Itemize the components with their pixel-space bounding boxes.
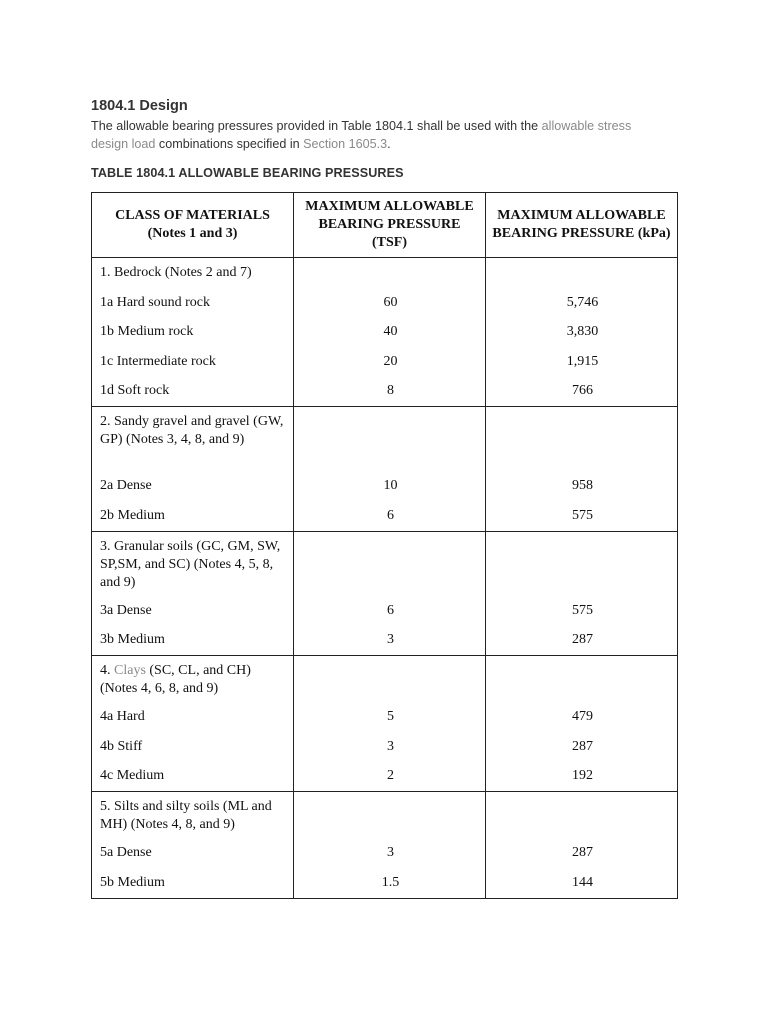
kpa-cell	[486, 792, 678, 899]
clays-link[interactable]: Clays	[114, 663, 146, 678]
spacer	[494, 264, 671, 294]
spacer	[302, 413, 479, 477]
material-label: 1b Medium rock	[100, 324, 194, 339]
section-1605-3-link[interactable]: Section 1605.3	[303, 137, 388, 151]
material-cell	[92, 258, 294, 407]
tsf-cell	[294, 258, 486, 407]
header-class-of-materials: CLASS OF MATERIALS (Notes 1 and 3)	[92, 193, 294, 258]
group-heading: 1. Bedrock (Notes 2 and 7)	[100, 265, 252, 280]
tsf-value: 1.5	[381, 874, 400, 890]
group-heading: 2. Sandy gravel and gravel (GW, GP) (Notes 3, 4, 8, and 9)	[100, 414, 284, 447]
material-label: 1c Intermediate rock	[100, 353, 216, 369]
material-label: 1a Hard sound rock	[100, 294, 211, 310]
kpa-value: 479	[572, 709, 593, 724]
table-title: TABLE 1804.1 ALLOWABLE BEARING PRESSURES	[91, 166, 404, 180]
kpa-value: 287	[572, 738, 593, 754]
material-cell	[92, 792, 294, 899]
section-title: 1804.1 Design	[91, 98, 188, 114]
allowable-stress-link[interactable]: allowable stress design load	[91, 119, 632, 151]
kpa-cell	[486, 656, 678, 792]
heading-prefix: 4.	[100, 663, 114, 678]
material-cell	[92, 407, 294, 532]
kpa-value: 3,830	[566, 324, 599, 339]
tsf-cell	[294, 792, 486, 899]
material-label: 3a Dense	[100, 602, 152, 618]
table-row-group-clays	[92, 656, 678, 792]
document-body	[91, 98, 681, 180]
tsf-value: 20	[383, 353, 398, 369]
bearing-pressure-table	[91, 192, 678, 899]
kpa-value: 575	[572, 602, 593, 618]
spacer	[302, 264, 479, 294]
group-heading: 3. Granular soils (GC, GM, SW, SP,SM, and SC) (Notes 4, 5, 8, and 9)	[100, 538, 281, 590]
kpa-cell	[486, 531, 678, 656]
group-heading	[100, 662, 287, 708]
tsf-value: 8	[387, 383, 394, 398]
section-intro	[91, 117, 671, 153]
tsf-value: 6	[387, 602, 394, 618]
table-row-group-silts	[92, 792, 678, 899]
table-row-group-sandy-gravel	[92, 407, 678, 532]
intro-text: combinations specified in	[155, 137, 304, 151]
kpa-cell	[486, 407, 678, 532]
kpa-value: 5,746	[566, 294, 599, 310]
kpa-cell	[486, 258, 678, 407]
tsf-value: 3	[387, 632, 394, 647]
header-pressure-kpa: MAXIMUM ALLOWABLE BEARING PRESSURE (kPa)	[486, 193, 678, 258]
kpa-value: 958	[572, 478, 593, 493]
tsf-value: 3	[387, 845, 394, 860]
material-label: 5b Medium	[100, 874, 165, 890]
spacer	[494, 662, 671, 708]
intro-text: The allowable bearing pressures provided in Table 1804.1 shall be used with the	[91, 119, 542, 133]
material-label: 2b Medium	[100, 507, 165, 523]
material-label: 1d Soft rock	[100, 383, 170, 398]
spacer	[494, 798, 671, 844]
material-label: 4a Hard	[100, 709, 145, 724]
material-label: 3b Medium	[100, 632, 165, 647]
material-cell	[92, 531, 294, 656]
spacer	[302, 798, 479, 844]
tsf-value: 10	[383, 478, 398, 493]
kpa-value: 287	[572, 632, 593, 647]
kpa-value: 144	[572, 874, 593, 890]
table-row-group-bedrock	[92, 258, 678, 407]
tsf-cell	[294, 407, 486, 532]
kpa-value: 575	[572, 507, 593, 523]
heading-rest: (SC, CL, and CH) (Notes 4, 6, 8, and 9)	[100, 663, 251, 696]
material-label: 2a Dense	[100, 478, 152, 493]
kpa-value: 766	[572, 383, 593, 398]
kpa-value: 1,915	[566, 353, 599, 369]
tsf-value: 3	[387, 738, 394, 754]
tsf-value: 5	[387, 709, 394, 724]
tsf-value: 40	[383, 324, 398, 339]
kpa-value: 287	[572, 845, 593, 860]
spacer	[302, 662, 479, 708]
material-label: 4b Stiff	[100, 738, 143, 754]
material-cell	[92, 656, 294, 792]
table-header-row	[92, 193, 678, 258]
kpa-value: 192	[572, 768, 593, 783]
tsf-cell	[294, 656, 486, 792]
spacer	[302, 538, 479, 602]
tsf-value: 2	[387, 768, 394, 783]
table-row-group-granular-soils	[92, 531, 678, 656]
group-heading: 5. Silts and silty soils (ML and MH) (Notes 4, 8, and 9)	[100, 799, 272, 832]
tsf-cell	[294, 531, 486, 656]
spacer	[494, 413, 671, 477]
material-label: 4c Medium	[100, 768, 165, 783]
tsf-value: 60	[383, 294, 398, 310]
header-pressure-tsf: MAXIMUM ALLOWABLE BEARING PRESSURE (TSF)	[294, 193, 486, 258]
spacer	[494, 538, 671, 602]
tsf-value: 6	[387, 507, 394, 523]
material-label: 5a Dense	[100, 845, 152, 860]
intro-text: .	[387, 137, 391, 151]
